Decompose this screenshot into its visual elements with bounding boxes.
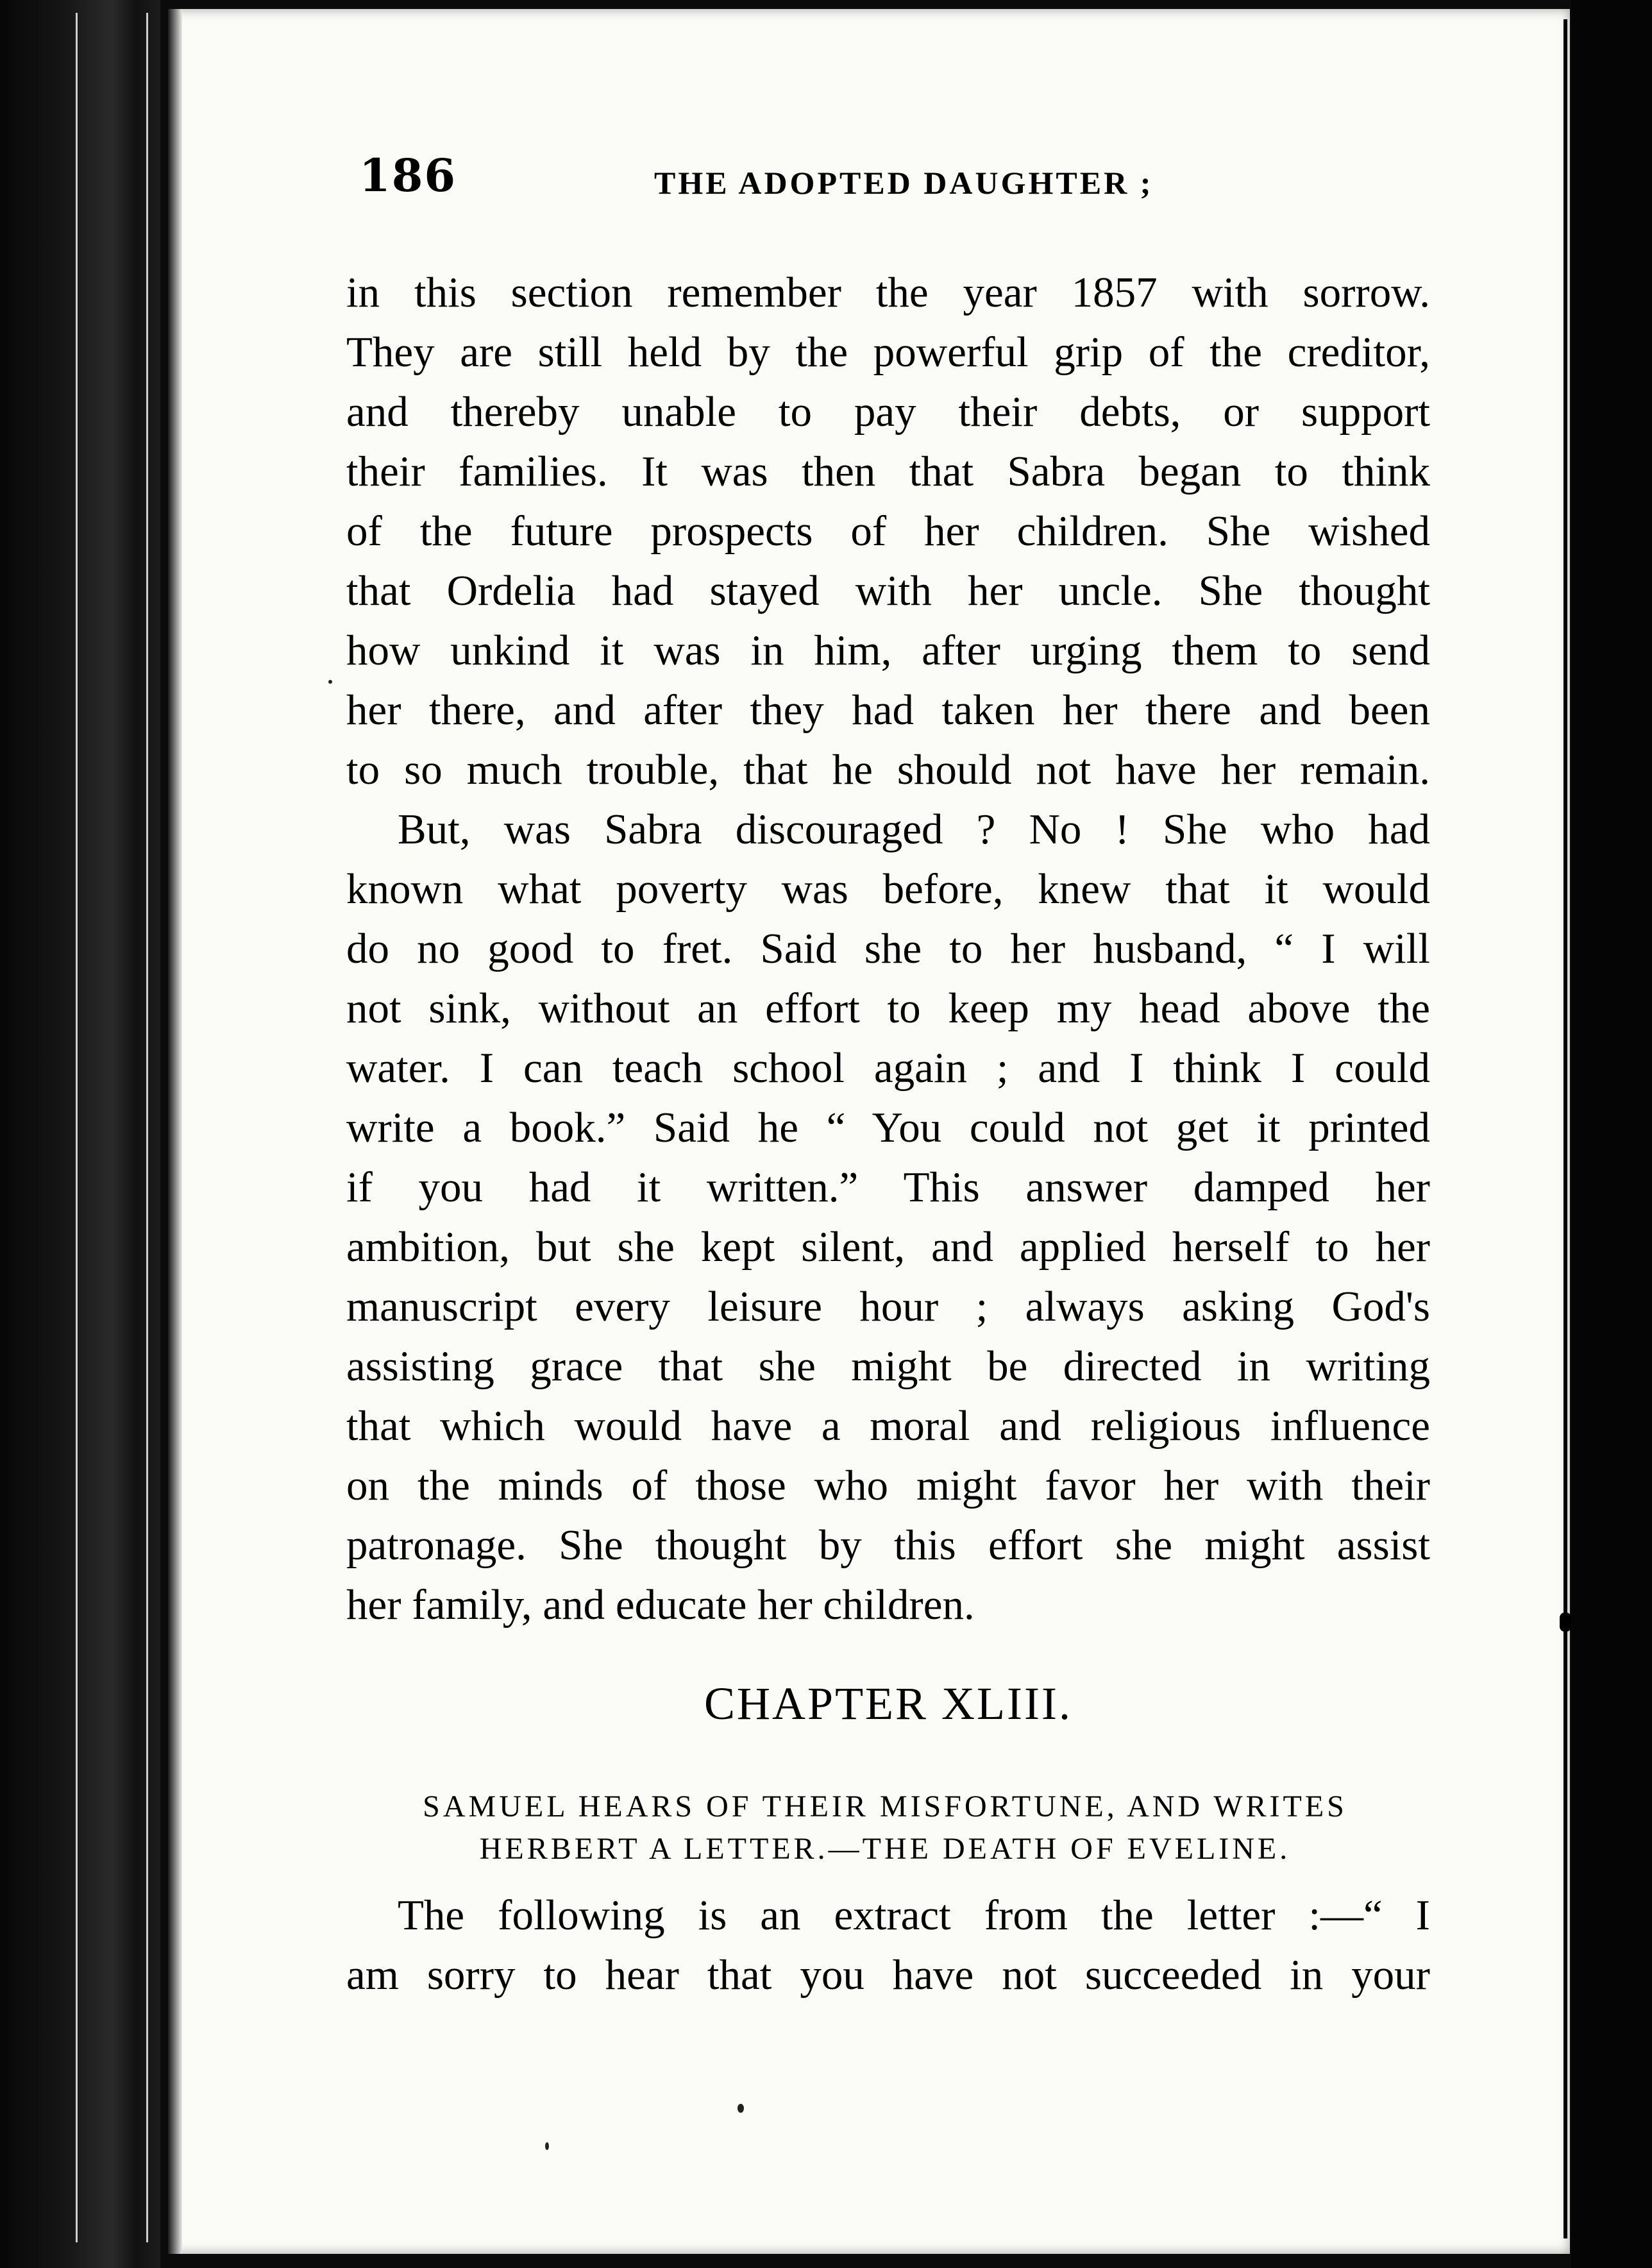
- text-line: They are still held by the powerful grip of the creditor,: [346, 328, 1430, 376]
- text-line: her there, and after they had taken her there and been: [346, 686, 1430, 734]
- scan-speck: [328, 680, 332, 684]
- text-line: The following is an extract from the letter :—“ I: [398, 1891, 1430, 1939]
- chapter-subtitle-line: HERBERT A LETTER.—THE DEATH OF EVELINE.: [479, 1832, 1291, 1866]
- text-line: manuscript every leisure hour ; always asking God's: [346, 1283, 1430, 1330]
- text-line: in this section remember the year 1857 with sorrow.: [346, 269, 1430, 316]
- text-line: to so much trouble, that he should not have her remain.: [346, 746, 1430, 793]
- page-edge-mark: [1560, 1612, 1571, 1632]
- scan-speck: [738, 2104, 744, 2113]
- text-line: her family, and educate her children.: [346, 1581, 975, 1629]
- page-right-edge: [1564, 19, 1567, 2238]
- chapter-body-text: [346, 1886, 1430, 2005]
- spine-edge-line: [146, 13, 148, 2242]
- running-head: THE ADOPTED DAUGHTER ;: [654, 165, 1154, 201]
- text-line: am sorry to hear that you have not succeeded in your: [346, 1951, 1430, 1999]
- chapter-title: CHAPTER XLIII.: [704, 1678, 1072, 1729]
- text-line: known what poverty was before, knew that it would: [346, 865, 1430, 913]
- book-spine: [0, 0, 160, 2268]
- text-line: assisting grace that she might be directed in writing: [346, 1342, 1430, 1390]
- text-line: ambition, but she kept silent, and applied herself to her: [346, 1223, 1430, 1271]
- text-line: how unkind it was in him, after urging them to send: [346, 627, 1430, 674]
- text-line: on the minds of those who might favor her with their: [346, 1462, 1430, 1509]
- text-line: that Ordelia had stayed with her uncle. She thought: [346, 567, 1430, 614]
- text-line: of the future prospects of her children. She wished: [346, 507, 1430, 555]
- spine-edge-line: [76, 13, 78, 2242]
- text-line: But, was Sabra discouraged ? No ! She who had: [398, 806, 1430, 853]
- chapter-subtitle: [333, 1786, 1437, 1870]
- body-text: [346, 263, 1430, 1635]
- chapter-subtitle-line: SAMUEL HEARS OF THEIR MISFORTUNE, AND WRITES: [423, 1790, 1347, 1824]
- text-line: their families. It was then that Sabra began to think: [346, 448, 1430, 495]
- text-line: do no good to fret. Said she to her husband, “ I will: [346, 925, 1430, 972]
- text-line: water. I can teach school again ; and I think I could: [346, 1044, 1430, 1092]
- right-margin-background: [1571, 0, 1652, 2268]
- page-gutter-shadow: [168, 9, 182, 2254]
- text-line: not sink, without an effort to keep my head above the: [346, 985, 1430, 1032]
- text-line: write a book.” Said he “ You could not get it printed: [346, 1104, 1430, 1151]
- text-line: that which would have a moral and religious influence: [346, 1402, 1430, 1450]
- text-line: and thereby unable to pay their debts, or support: [346, 388, 1430, 436]
- text-line: if you had it written.” This answer damped her: [346, 1164, 1430, 1211]
- page-number: 186: [359, 149, 457, 202]
- scan-speck: [545, 2142, 549, 2150]
- text-line: patronage. She thought by this effort she might assist: [346, 1521, 1430, 1569]
